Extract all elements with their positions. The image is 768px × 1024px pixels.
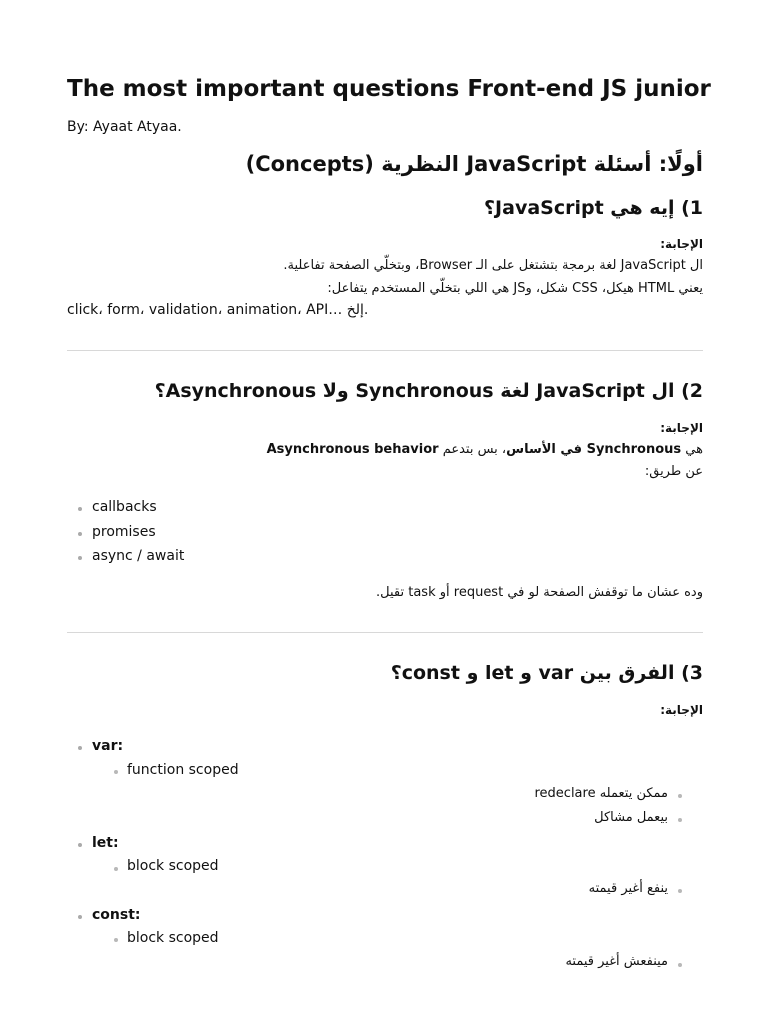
var-scope: function scoped [127, 762, 239, 778]
var-note: ممكن يتعمله redeclare [534, 786, 668, 801]
question-3-answer-label: الإجابة: [660, 703, 703, 717]
question-1-answer-line-2: يعني HTML هيكل، CSS شكل، وJS هي اللي بتخلّي المستخدم يتفاعل: [327, 281, 703, 296]
keyword-let-label: let: [92, 835, 119, 851]
bullet-icon [678, 963, 682, 967]
keyword-const-label: const: [92, 907, 141, 923]
answer-emphasis: Asynchronous behavior [266, 442, 439, 457]
bullet-icon [78, 915, 82, 919]
list-item: promises [92, 524, 156, 540]
question-2-answer-line-2: عن طريق: [644, 464, 703, 479]
bullet-icon [78, 843, 82, 847]
question-2-title: 2) ال JavaScript لغة Synchronous ولا Asynchronous؟ [154, 380, 703, 402]
question-1-answer-line-1: ال JavaScript لغة برمجة بتشتغل على الـ Browser، وبتخلّي الصفحة تفاعلية. [283, 258, 703, 273]
bullet-icon [78, 507, 82, 511]
bullet-icon [114, 867, 118, 871]
bullet-icon [678, 818, 682, 822]
question-2-note: وده عشان ما توقفش الصفحة لو في request أو task تقيل. [376, 585, 703, 600]
question-1-answer-label: الإجابة: [660, 237, 703, 251]
section-heading: أولًا: أسئلة JavaScript النظرية (Concepts) [245, 152, 703, 176]
const-note: مينفعش أغير قيمته [565, 954, 668, 969]
let-scope: block scoped [127, 858, 219, 874]
section-divider [67, 350, 703, 351]
question-3-title: 3) الفرق بين var و let و const؟ [390, 662, 703, 684]
question-2-answer-label: الإجابة: [660, 421, 703, 435]
bullet-icon [678, 889, 682, 893]
bullet-icon [78, 532, 82, 536]
answer-text: ، بس بتدعم [438, 442, 507, 457]
bullet-icon [114, 770, 118, 774]
document-author: By: Ayaat Atyaa. [67, 119, 182, 135]
question-2-answer-line-1 [267, 442, 703, 457]
bullet-icon [678, 794, 682, 798]
bullet-icon [78, 556, 82, 560]
let-note: ينفع أغير قيمته [588, 881, 668, 896]
answer-text: هي [681, 442, 703, 457]
answer-emphasis: Synchronous في الأساس [506, 442, 682, 457]
keyword-var-label: var: [92, 738, 124, 754]
var-note: بيعمل مشاكل [594, 810, 668, 825]
bullet-icon [78, 746, 82, 750]
list-item: async / await [92, 548, 185, 564]
question-1-title: 1) إيه هي JavaScript؟ [484, 197, 703, 219]
const-scope: block scoped [127, 930, 219, 946]
bullet-icon [114, 938, 118, 942]
document-title: The most important questions Front-end JS junior [67, 76, 711, 102]
section-divider [67, 632, 703, 633]
question-1-answer-line-3: click، form، validation، animation، API… إلخ. [67, 302, 369, 318]
list-item: callbacks [92, 499, 157, 515]
